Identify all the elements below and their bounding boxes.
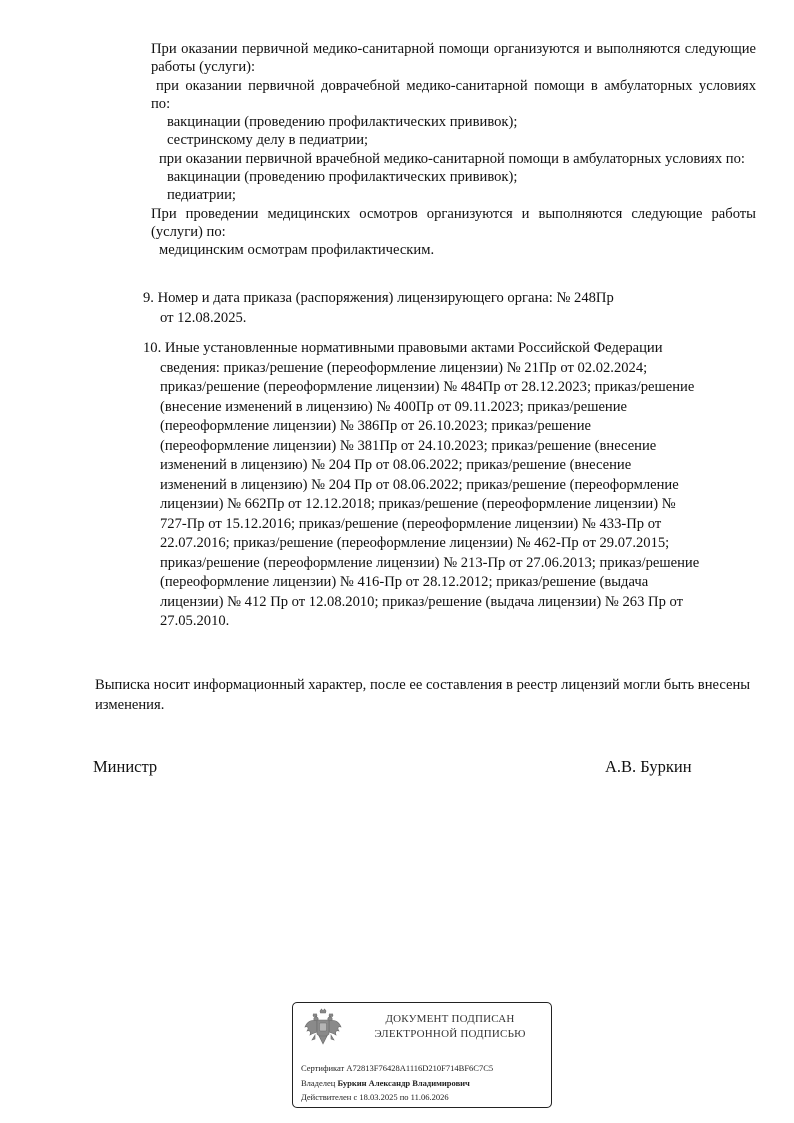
item-10-line: изменений в лицензию) № 204 Пр от 08.06.2022; приказ/решение (переоформление xyxy=(160,476,679,493)
item-10-line: (переоформление лицензии) № 416-Пр от 28.12.2012; приказ/решение (выдача xyxy=(160,574,649,590)
item-10-line: 727-Пр от 15.12.2016; приказ/решение (переоформление лицензии) № 433-Пр от xyxy=(160,515,662,532)
item-10-line: 22.07.2016; приказ/решение (переоформление лицензии) № 462-Пр от 29.07.2015; xyxy=(160,535,670,551)
certificate-label: Сертификат xyxy=(301,1063,345,1073)
signatory-title: Министр xyxy=(93,757,158,776)
item-10-line: изменений в лицензию) № 204 Пр от 08.06.2022; приказ/решение (внесение xyxy=(160,457,632,473)
item-10-line-1: 10. Иные установленные нормативными правовыми актами Российской Федерации xyxy=(143,340,663,356)
services-intro: При оказании первичной медико-санитарной помощи организуются и выполняются следующие работы (услуги): xyxy=(151,41,756,76)
signatory-name: А.В. Буркин xyxy=(605,757,692,776)
item-10-line: (внесение изменений в лицензию) № 400Пр от 09.11.2023; приказ/решение xyxy=(160,398,628,415)
owner-label: Владелец xyxy=(301,1077,336,1088)
certificate-value: A72813F76428A1116D210F714BF6C7C5 xyxy=(346,1063,494,1073)
physician-item-vaccination: вакцинации (проведению профилактических прививок); xyxy=(167,169,518,186)
prehospital-heading: при оказании первичной доврачебной медико-санитарной помощи в амбулаторных условиях по: xyxy=(151,77,756,112)
item-10-line: 27.05.2010. xyxy=(160,613,230,629)
item-10-line: лицензии) № 412 Пр от 12.08.2010; приказ/решение (выдача лицензии) № 263 Пр от xyxy=(160,593,684,610)
item-9-line-2: от 12.08.2025. xyxy=(160,309,247,326)
validity-row: Действителен с 18.03.2025 по 11.06.2026 xyxy=(301,1092,449,1102)
stamp-heading-line-1: ДОКУМЕНТ ПОДПИСАН xyxy=(385,1013,515,1025)
extract-disclaimer: Выписка носит информационный характер, после ее составления в реестр лицензий могли быть внесены изменения. xyxy=(95,677,751,713)
item-9-order xyxy=(143,289,758,328)
item-9-line-1: 9. Номер и дата приказа (распоряжения) лицензирующего органа: № 248Пр xyxy=(143,290,614,306)
item-10-other-info xyxy=(143,339,758,632)
item-10-line: (переоформление лицензии) № 386Пр от 26.10.2023; приказ/решение xyxy=(160,418,591,434)
item-10-line: приказ/решение (переоформление лицензии) № 484Пр от 28.12.2023; приказ/решение xyxy=(160,379,695,395)
stamp-details xyxy=(301,1061,493,1105)
item-10-line: (переоформление лицензии) № 381Пр от 24.10.2023; приказ/решение (внесение xyxy=(160,437,657,454)
physician-heading: при оказании первичной врачебной медико-санитарной помощи в амбулаторных условиях по: xyxy=(159,150,745,167)
certificate-row xyxy=(301,1061,493,1076)
owner-value: Буркин Александр Владимирович xyxy=(337,1077,470,1088)
prehospital-item-nursing: сестринскому делу в педиатрии; xyxy=(167,132,369,149)
services-section xyxy=(151,40,756,260)
item-10-line: сведения: приказ/решение (переоформление лицензии) № 21Пр от 02.02.2024; xyxy=(160,359,648,376)
exams-item: медицинским осмотрам профилактическим. xyxy=(159,242,435,259)
physician-item-pediatrics: педиатрии; xyxy=(167,187,236,204)
stamp-heading xyxy=(355,1012,545,1042)
stamp-heading-line-2: ЭЛЕКТРОННОЙ ПОДПИСЬЮ xyxy=(374,1028,526,1040)
prehospital-item-vaccination: вакцинации (проведению профилактических прививок); xyxy=(167,114,518,131)
electronic-signature-stamp xyxy=(292,1002,552,1108)
item-10-line: приказ/решение (переоформление лицензии) № 213-Пр от 27.06.2013; приказ/решение xyxy=(160,554,700,571)
owner-row xyxy=(301,1076,493,1091)
exams-intro: При проведении медицинских осмотров организуются и выполняются следующие работы (услуги) по: xyxy=(151,205,756,240)
item-10-line: лицензии) № 662Пр от 12.12.2018; приказ/решение (переоформление лицензии) № xyxy=(160,496,676,512)
coat-of-arms-icon xyxy=(303,1008,343,1048)
